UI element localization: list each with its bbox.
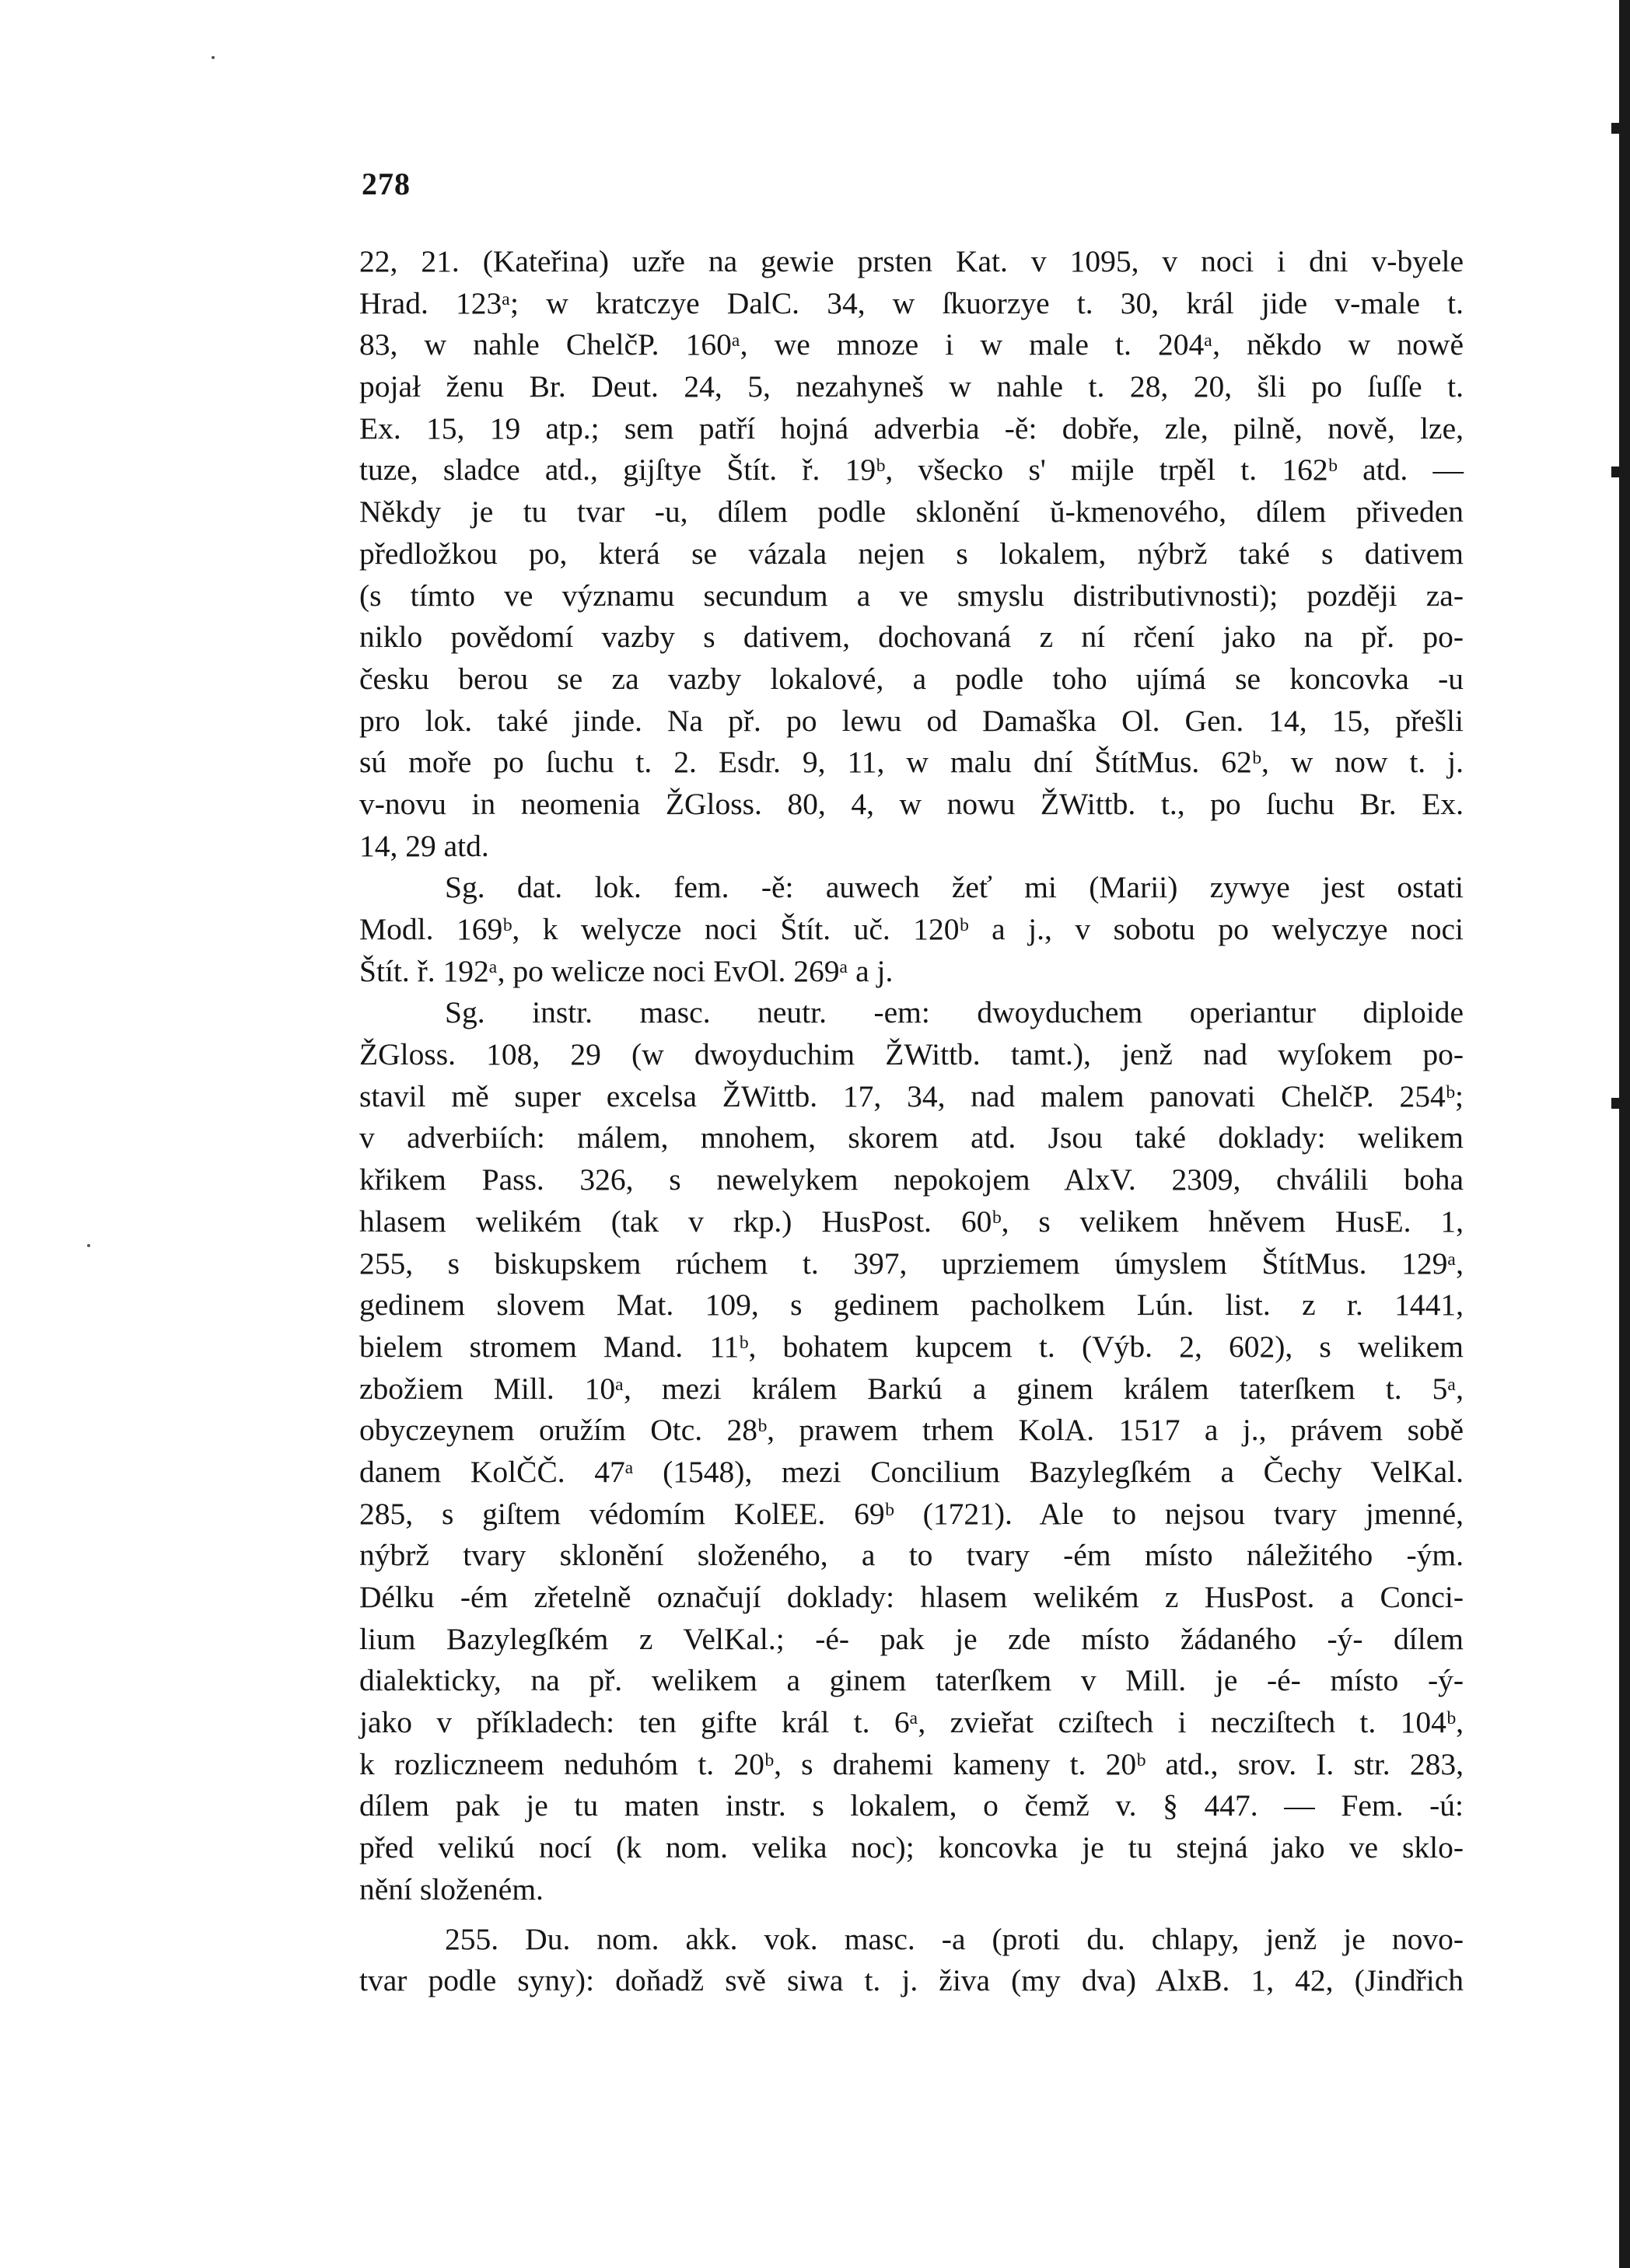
text-line: dialekticky, na př. welikem a ginem taterſkem v Mill. je -é- místo -ý- — [359, 1663, 1464, 1698]
page-edge-shadow — [1619, 0, 1630, 2268]
paper-speck — [212, 56, 215, 59]
text-line: Štít. ř. 192ᵃ, po welicze noci EvOl. 269ᵃ a j. — [359, 953, 894, 988]
text-line: Sg. dat. lok. fem. -ě: auwech žeť mi (Marii) zywye jest ostati — [445, 870, 1464, 905]
text-line: danem KolČČ. 47ᵃ (1548), mezi Concilium Bazylegſkém a Čechy VelKal. — [359, 1454, 1464, 1489]
text-line: 22, 21. (Kateřina) uzře na gewie prsten Kat. v 1095, v noci i dni v-byele — [359, 244, 1464, 278]
text-line: 285, s giſtem védomím KolEE. 69ᵇ (1721). Ale to nejsou tvary jmenné, — [359, 1496, 1464, 1531]
text-line: obyczeynem oružím Otc. 28ᵇ, prawem trhem KolA. 1517 a j., právem sobě — [359, 1413, 1464, 1448]
text-line: (s tímto ve významu secundum a ve smyslu distributivnosti); později za- — [359, 578, 1464, 613]
text-line: sú moře po ſuchu t. 2. Esdr. 9, 11, w malu dní ŠtítMus. 62ᵇ, w now t. j. — [359, 745, 1464, 780]
text-line: pojał ženu Br. Deut. 24, 5, nezahyneš w nahle t. 28, 20, šli po ſuſſe t. — [359, 369, 1464, 404]
edge-mark — [1611, 1098, 1619, 1109]
text-line: gedinem slovem Mat. 109, s gedinem pacholkem Lún. list. z r. 1441, — [359, 1288, 1464, 1323]
text-line: tuze, sladce atd., gijſtye Štít. ř. 19ᵇ, všecko s' mijle trpěl t. 162ᵇ atd. — — [359, 453, 1464, 487]
text-line: Sg. instr. masc. neutr. -em: dwoyduchem operiantur diploide — [445, 995, 1464, 1030]
text-line: 83, w nahle ChelčP. 160ᵃ, we mnoze i w male t. 204ᵃ, někdo w nowě — [359, 327, 1464, 362]
body-text — [359, 241, 1464, 2002]
text-line: ŽGloss. 108, 29 (w dwoyduchim ŽWittb. tamt.), jenž nad wyſokem po- — [359, 1037, 1464, 1072]
text-line: jako v příkladech: ten gifte král t. 6ᵃ, zvieřat cziſtech i necziſtech t. 104ᵇ, — [359, 1705, 1464, 1740]
text-line: 255. Du. nom. akk. vok. masc. -a (proti du. chlapy, jenž je novo- — [445, 1921, 1464, 1956]
page-number: 278 — [362, 166, 411, 201]
text-line: zbožiem Mill. 10ᵃ, mezi králem Barkú a ginem králem taterſkem t. 5ᵃ, — [359, 1371, 1464, 1406]
paper-speck — [87, 1244, 90, 1247]
edge-mark — [1611, 123, 1619, 134]
text-line: bielem stromem Mand. 11ᵇ, bohatem kupcem t. (Výb. 2, 602), s welikem — [359, 1329, 1464, 1364]
text-line: v-novu in neomenia ŽGloss. 80, 4, w nowu ŽWittb. t., po ſuchu Br. Ex. — [359, 786, 1464, 821]
text-line: niklo povědomí vazby s dativem, dochovaná z ní rčení jako na př. po- — [359, 620, 1464, 655]
text-line: stavil mě super excelsa ŽWittb. 17, 34, nad malem panovati ChelčP. 254ᵇ; — [359, 1078, 1464, 1113]
text-line: tvar podle syny): doňadž svě siwa t. j. živa (my dva) AlxB. 1, 42, (Jindřich — [359, 1963, 1464, 1998]
text-line: v adverbiích: málem, mnohem, skorem atd. Jsou také doklady: welikem — [359, 1120, 1464, 1155]
text-line: Hrad. 123ᵃ; w kratczye DalC. 34, w ſkuorzye t. 30, král jide v-male t. — [359, 285, 1464, 320]
text-line: nění složeném. — [359, 1871, 544, 1906]
text-line: předložkou po, která se vázala nejen s lokalem, nýbrž také s dativem — [359, 536, 1464, 571]
text-line: Někdy je tu tvar -u, dílem podle sklonění ŭ-kmenového, dílem přiveden — [359, 494, 1464, 529]
text-line: dílem pak je tu maten instr. s lokalem, o čemž v. § 447. — Fem. -ú: — [359, 1788, 1464, 1823]
text-line: 255, s biskupskem rúchem t. 397, uprziemem úmyslem ŠtítMus. 129ᵃ, — [359, 1246, 1464, 1281]
text-line: česku berou se za vazby lokalové, a podle toho ujímá se koncovka -u — [359, 661, 1464, 696]
text-line: Modl. 169ᵇ, k welycze noci Štít. uč. 120ᵇ a j., v sobotu po welyczye noci — [359, 912, 1464, 946]
text-line: lium Bazylegſkém z VelKal.; -é- pak je zde místo žádaného -ý- dílem — [359, 1621, 1464, 1656]
text-line: k rozliczneem neduhóm t. 20ᵇ, s drahemi kameny t. 20ᵇ atd., srov. I. str. 283, — [359, 1746, 1464, 1781]
text-line: Délku -ém zřetelně označují doklady: hlasem welikém z HusPost. a Conci- — [359, 1580, 1464, 1614]
text-line: 14, 29 atd. — [359, 828, 489, 863]
text-line: pro lok. také jinde. Na př. po lewu od Damaška Ol. Gen. 14, 15, přešli — [359, 703, 1464, 738]
text-line: nýbrž tvary sklonění složeného, a to tvary -ém místo náležitého -ým. — [359, 1538, 1464, 1573]
text-line: hlasem welikém (tak v rkp.) HusPost. 60ᵇ, s velikem hněvem HusE. 1, — [359, 1204, 1464, 1239]
edge-mark — [1611, 467, 1619, 477]
text-line: před velikú nocí (k nom. velika noc); koncovka je tu stejná jako ve sklo- — [359, 1830, 1464, 1865]
text-line: Ex. 15, 19 atp.; sem patří hojná adverbia -ě: dobře, zle, pilně, nově, lze, — [359, 411, 1464, 446]
text-line: křikem Pass. 326, s newelykem nepokojem AlxV. 2309, chválili boha — [359, 1162, 1464, 1197]
